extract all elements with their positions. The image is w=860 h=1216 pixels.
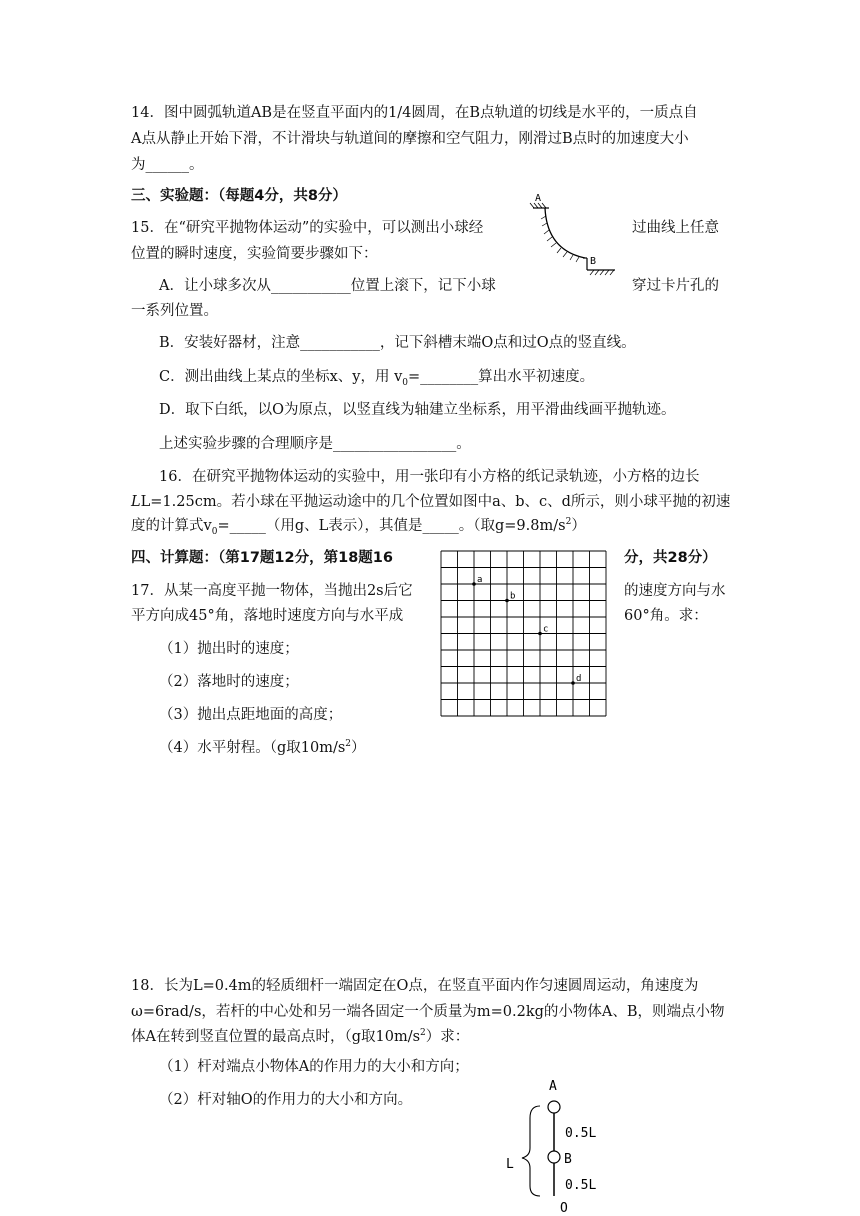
q18-rod-figure xyxy=(500,1074,610,1216)
q15-step-d: D．取下白纸，以O为原点，以竖直线为轴建立坐标系，用平滑曲线画平抛轨迹。 xyxy=(159,402,676,418)
ball-a xyxy=(548,1101,560,1113)
q17-sub-4: （4）水平射程。（g取$10m/s^2$） xyxy=(159,739,366,756)
grid-point-b xyxy=(505,599,509,603)
q17-line-1b: 的速度方向与水 xyxy=(624,583,726,599)
q17-line-2b: 60°角。求： xyxy=(624,608,708,624)
rod-label-o: O xyxy=(560,1201,568,1216)
ball-b xyxy=(548,1151,560,1163)
q15-track-figure xyxy=(525,190,625,285)
q18-sub-1: （1）杆对端点小物体A的作用力的大小和方向； xyxy=(159,1059,469,1075)
q15-line-2: 位置的瞬时速度，实验简要步骤如下： xyxy=(131,246,378,262)
rod-label-half-2: 0.5L xyxy=(565,1178,597,1193)
q14-line-1: 14．图中圆弧轨道AB是在竖直平面内的1/4圆周，在B点轨道的切线是水平的，一质点自 xyxy=(131,105,698,121)
track-label-a: A xyxy=(535,193,542,204)
q16-line-2: LL=1.25cm。若小球在平抛运动途中的几个位置如图中a、b、c、d所示，则小球平抛的初速 xyxy=(131,494,731,510)
q16-line-1: 16．在研究平抛物体运动的实验中，用一张印有小方格的纸记录轨迹，小方格的边长 xyxy=(159,469,700,485)
grid-point-d xyxy=(571,681,575,685)
q15-step-c: C．测出曲线上某点的坐标x、y，用 $v_0=\_\_\_\_\_\_\_\_$算出水平初速度。 xyxy=(159,369,595,388)
q17-line-2a: 平方向成45°角，落地时速度方向与水平成 xyxy=(131,608,404,624)
length-brace xyxy=(522,1106,540,1196)
q17-line-1a: 17．从某一高度平抛一物体，当抛出2s后它 xyxy=(131,583,413,599)
q15-step-b: B．安装好器材，注意___________，记下斜槽末端O点和过O点的竖直线。 xyxy=(159,335,636,351)
q17-sub-1: （1）抛出时的速度； xyxy=(159,641,299,657)
grid-point-label-d: d xyxy=(576,674,582,684)
q15-step-a-right: 穿过卡片孔的 xyxy=(632,278,719,294)
q15-order: 上述实验步骤的合理顺序是_________________。 xyxy=(159,436,471,452)
q16-line-3: 度的计算式$v_0=\_\_\_\_\_$（用g、L表示），其值是_____。（取$g=9.8m/s^2$） xyxy=(131,517,586,537)
q16-line-2-text: L=1.25cm。若小球在平抛运动途中的几个位置如图中a、b、c、d所示，则小球平抛的初速 xyxy=(140,494,731,510)
q14-line-3: 为______。 xyxy=(131,157,204,173)
q17-sub-2: （2）落地时的速度； xyxy=(159,674,299,690)
q15-line-1a: 15．在“研究平抛物体运动”的实验中，可以测出小球经 xyxy=(131,220,484,236)
grid-point-a xyxy=(472,582,476,586)
rod-label-a: A xyxy=(549,1079,557,1094)
q18-sub-2: （2）杆对轴O的作用力的大小和方向。 xyxy=(159,1092,413,1108)
grid-point-label-b: b xyxy=(510,591,516,602)
section-4-heading: 四、计算题：（第17题12分，第18题16 xyxy=(131,550,393,566)
q18-line-1: 18．长为L=0.4m的轻质细杆一端固定在O点，在竖直平面内作匀速圆周运动，角速度为 xyxy=(131,978,699,994)
grid-point-label-c: c xyxy=(543,624,549,635)
q15-step-a-cont: 一系列位置。 xyxy=(131,303,218,319)
q17-sub-3: （3）抛出点距地面的高度； xyxy=(159,707,343,723)
q18-line-3: 体A在转到竖直位置的最高点时，（g取$10m/s^2$）求： xyxy=(131,1028,470,1045)
grid-point-c xyxy=(538,632,542,636)
q14-line-2: A点从静止开始下滑，不计滑块与轨道间的摩擦和空气阻力，刚滑过B点时的加速度大小 xyxy=(131,131,689,147)
q18-line-2: ω=6rad/s，若杆的中心处和另一端各固定一个质量为m=0.2kg的小物体A、B，则端点小物 xyxy=(131,1004,725,1020)
section-4-heading-end: 分，共28分） xyxy=(624,550,717,566)
rod-label-half-1: 0.5L xyxy=(565,1126,597,1141)
section-3-heading: 三、实验题：（每题4分，共8分） xyxy=(131,188,347,204)
q15-step-a: A．让小球多次从___________位置上滚下，记下小球 xyxy=(159,278,496,294)
rod-label-b: B xyxy=(564,1152,572,1167)
q16-grid-figure xyxy=(440,550,608,718)
track-label-b: B xyxy=(590,256,597,267)
grid-point-label-a: a xyxy=(477,575,483,585)
rod-label-l: L xyxy=(506,1157,514,1172)
q15-line-1b: 过曲线上任意 xyxy=(632,220,719,236)
